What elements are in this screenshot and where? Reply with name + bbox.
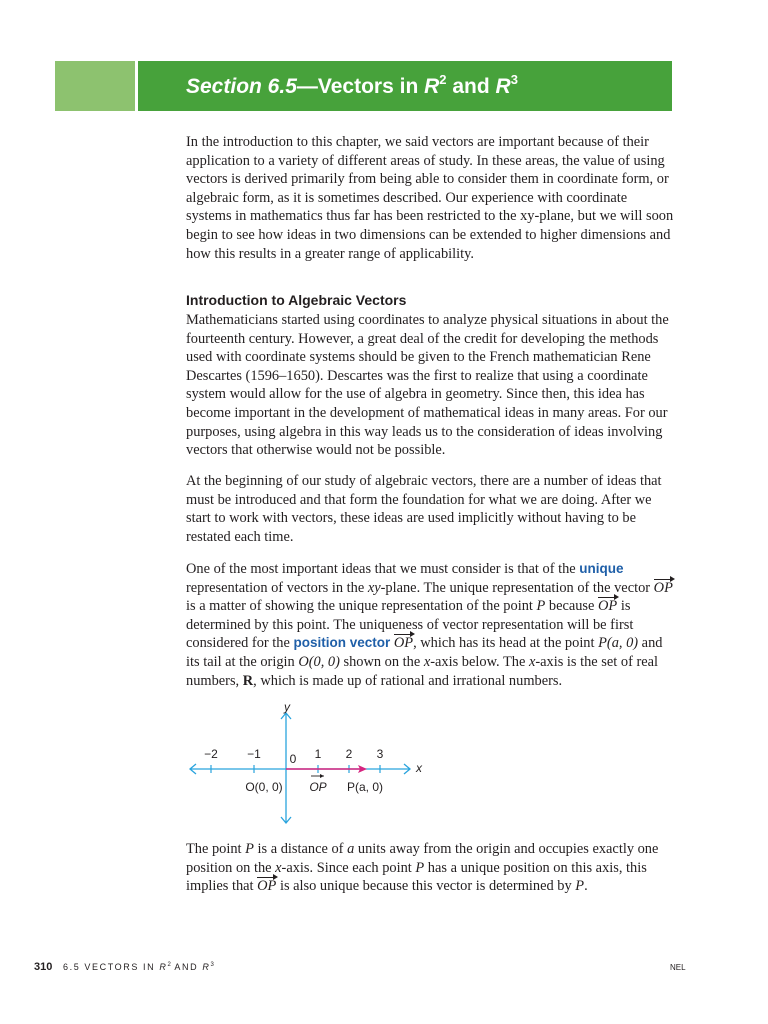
section-banner xyxy=(138,61,672,111)
section-number: Section 6.5 xyxy=(186,75,297,98)
title-text: —Vectors in xyxy=(296,75,425,98)
r-letter-2: R xyxy=(495,75,511,98)
descartes-paragraph: Mathematicians started using coordinates to analyze physical situations in about the fourteenth century. However, a great deal of the credit for developing the methods used with coordinate systems should be given to the French mathematician Rene Descartes (1596–1650). Descartes was the first to realize that using a coordinate system would allow for the use of algebra in geometry. Since then, this idea has become important in the development of mathematical ideas in many areas. For our purposes, using algebra in this way leads us to the consideration of ideas involving vectors that otherwise would not be possible. xyxy=(186,312,669,459)
intro-paragraph: In the introduction to this chapter, we said vectors are important because of their application to a variety of different areas of study. In these areas, the value of using vectors is derived primarily from being able to consider them in coordinate form, or algebraic form, as it is sometimes described. Our experience with coordinate systems in mathematics thus far has been restricted to the xy-plane, but we will soon begin to see how ideas in two dimensions can be extended to higher dimensions and how this results in a greater range of applicability. xyxy=(186,134,674,262)
tick-label-neg2: −2 xyxy=(204,747,218,761)
tick-label-0: 0 xyxy=(289,752,297,766)
vector-op: OP xyxy=(598,598,618,615)
footer-section: 6.5 VECTORS IN $R^2$ AND $R^3$ xyxy=(63,962,214,972)
exponent-2: 2 xyxy=(439,72,447,87)
op-label-arrowhead xyxy=(320,774,324,778)
r-letter: R xyxy=(424,75,440,98)
keyword-position-vector[interactable]: position vector xyxy=(293,635,391,651)
banner-tab xyxy=(55,61,135,111)
vector-op: OP xyxy=(257,878,277,895)
p-label: P(a, 0) xyxy=(346,780,384,794)
section-title xyxy=(186,73,518,101)
vector-op: OP xyxy=(653,579,673,596)
foundation-paragraph: At the beginning of our study of algebraic vectors, there are a number of ideas that must be introduced and that form the foundation for what we are doing. After we start to work with vectors, these ideas are used implicitly without having to be restated each time. xyxy=(186,473,662,545)
tick-label-1: 1 xyxy=(314,747,322,761)
y-axis-label: y xyxy=(284,700,290,714)
op-label: OP xyxy=(309,780,327,794)
tick-label-3: 3 xyxy=(376,747,384,761)
exponent-3: 3 xyxy=(510,72,518,87)
page-number: 310 xyxy=(34,961,53,973)
unique-representation-paragraph: One of the most important ideas that we must consider is that of the unique representation of vectors in the xy-plane. The unique representation of the vector OP is a matter of showing the unique representation of the point P because OP is determined by this point. The uniqueness of vector representation will be first considered for the position vector OP, which has its head at the point P(a, 0) and its tail at the origin O(0, 0) shown on the x-axis below. The x-axis is the set of real numbers, R, which is made up of rational and irrational numbers. xyxy=(186,561,673,689)
vector-op: OP xyxy=(393,635,414,652)
keyword-unique[interactable]: unique xyxy=(579,561,624,576)
title-and: and xyxy=(446,75,496,98)
tick-label-2: 2 xyxy=(345,747,353,761)
section-heading: Introduction to Algebraic Vectors xyxy=(186,292,407,308)
x-axis-label: x xyxy=(416,761,422,775)
distance-paragraph: The point P is a distance of a units away from the origin and occupies exactly one position on the x-axis. Since each point P has a unique position on this axis, this implies that OP is also unique because this vector is determined by P. xyxy=(186,841,659,895)
axes xyxy=(190,713,410,823)
publisher-mark: NEL xyxy=(670,963,686,972)
origin-label: O(0, 0) xyxy=(245,780,283,794)
tick-label-neg1: −1 xyxy=(247,747,261,761)
number-line-diagram xyxy=(180,700,440,828)
